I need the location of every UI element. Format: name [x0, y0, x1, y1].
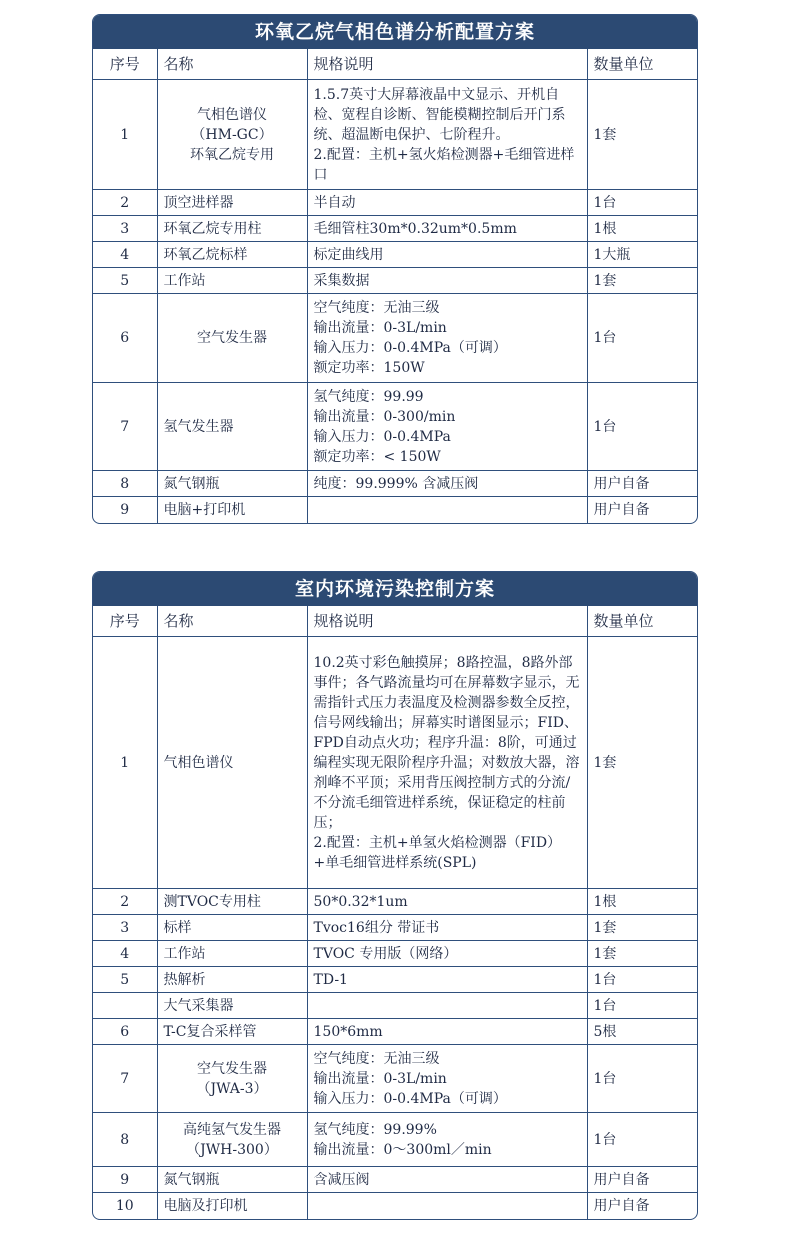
- item-name: 工作站: [157, 941, 307, 967]
- header-no: 序号: [93, 606, 157, 637]
- row-number: 5: [93, 967, 157, 993]
- item-quantity: 1台: [587, 383, 697, 471]
- header-qty: 数量单位: [587, 606, 697, 637]
- item-spec: 1.5.7英寸大屏幕液晶中文显示、开机自检、宽程自诊断、智能模糊控制后开门系统、超温断电保护、七阶程升。 2.配置：主机+氢火焰检测器+毛细管进样口: [307, 80, 587, 190]
- row-number: 10: [93, 1193, 157, 1219]
- row-number: 3: [93, 216, 157, 242]
- item-quantity: 用户自备: [587, 497, 697, 523]
- item-spec: [307, 1193, 587, 1219]
- row-number: 8: [93, 471, 157, 497]
- config-table: [93, 49, 697, 523]
- row-number: 7: [93, 383, 157, 471]
- table-title: 环氧乙烷气相色谱分析配置方案: [93, 15, 697, 49]
- table-row: [93, 190, 697, 216]
- item-name: 环氧乙烷标样: [157, 242, 307, 268]
- table-title: 室内环境污染控制方案: [93, 572, 697, 606]
- table-row: [93, 993, 697, 1019]
- table-row: [93, 268, 697, 294]
- item-quantity: 用户自备: [587, 1193, 697, 1219]
- row-number: [93, 993, 157, 1019]
- item-spec: 毛细管柱30m*0.32um*0.5mm: [307, 216, 587, 242]
- item-name: 顶空进样器: [157, 190, 307, 216]
- item-spec: 空气纯度：无油三级 输出流量：0-3L/min 输入压力：0-0.4MPa（可调） 额定功率：150W: [307, 294, 587, 383]
- item-quantity: 5根: [587, 1019, 697, 1045]
- item-quantity: 1台: [587, 993, 697, 1019]
- item-spec: 氢气纯度：99.99 输出流量：0-300/min 输入压力：0-0.4MPa 额定功率：< 150W: [307, 383, 587, 471]
- row-number: 1: [93, 637, 157, 889]
- item-quantity: 1大瓶: [587, 242, 697, 268]
- row-number: 1: [93, 80, 157, 190]
- item-name: 电脑及打印机: [157, 1193, 307, 1219]
- item-quantity: 1台: [587, 294, 697, 383]
- table-row: [93, 941, 697, 967]
- header-spec: 规格说明: [307, 606, 587, 637]
- item-quantity: 1套: [587, 915, 697, 941]
- item-name: 空气发生器 （JWA-3）: [157, 1045, 307, 1113]
- item-spec: 150*6mm: [307, 1019, 587, 1045]
- row-number: 6: [93, 1019, 157, 1045]
- header-name: 名称: [157, 606, 307, 637]
- row-number: 7: [93, 1045, 157, 1113]
- item-spec: 空气纯度：无油三级 输出流量：0-3L/min 输入压力：0-0.4MPa（可调）: [307, 1045, 587, 1113]
- indoor-pollution-config-table: [92, 571, 698, 1220]
- item-name: 热解析: [157, 967, 307, 993]
- item-name: 气相色谱仪: [157, 637, 307, 889]
- item-spec: TD-1: [307, 967, 587, 993]
- table-row: [93, 967, 697, 993]
- item-quantity: 用户自备: [587, 1167, 697, 1193]
- item-quantity: 1台: [587, 1113, 697, 1167]
- table-row: [93, 383, 697, 471]
- item-name: 工作站: [157, 268, 307, 294]
- item-name: 空气发生器: [157, 294, 307, 383]
- item-quantity: 1根: [587, 216, 697, 242]
- item-name: 氢气发生器: [157, 383, 307, 471]
- row-number: 2: [93, 889, 157, 915]
- item-quantity: 1台: [587, 967, 697, 993]
- table-row: [93, 915, 697, 941]
- table-row: [93, 80, 697, 190]
- item-spec: 纯度：99.999% 含减压阀: [307, 471, 587, 497]
- ethylene-oxide-config-table: [92, 14, 698, 524]
- row-number: 5: [93, 268, 157, 294]
- table-row: [93, 1193, 697, 1219]
- item-spec: [307, 993, 587, 1019]
- table-row: [93, 1019, 697, 1045]
- item-spec: 采集数据: [307, 268, 587, 294]
- item-quantity: 用户自备: [587, 471, 697, 497]
- table-row: [93, 242, 697, 268]
- item-name: T-C复合采样管: [157, 1019, 307, 1045]
- item-name: 测TVOC专用柱: [157, 889, 307, 915]
- row-number: 4: [93, 941, 157, 967]
- row-number: 3: [93, 915, 157, 941]
- item-quantity: 1套: [587, 637, 697, 889]
- item-spec: TVOC 专用版（网络）: [307, 941, 587, 967]
- item-spec: 标定曲线用: [307, 242, 587, 268]
- row-number: 9: [93, 1167, 157, 1193]
- item-spec: 50*0.32*1um: [307, 889, 587, 915]
- table-row: [93, 216, 697, 242]
- header-no: 序号: [93, 49, 157, 80]
- config-table: [93, 606, 697, 1219]
- header-qty: 数量单位: [587, 49, 697, 80]
- table-row: [93, 1113, 697, 1167]
- table-row: [93, 471, 697, 497]
- table-row: [93, 637, 697, 889]
- item-spec: 半自动: [307, 190, 587, 216]
- item-spec: Tvoc16组分 带证书: [307, 915, 587, 941]
- row-number: 9: [93, 497, 157, 523]
- header-spec: 规格说明: [307, 49, 587, 80]
- item-spec: 氢气纯度：99.99% 输出流量：0～300ml／min: [307, 1113, 587, 1167]
- item-name: 标样: [157, 915, 307, 941]
- item-spec: [307, 497, 587, 523]
- row-number: 2: [93, 190, 157, 216]
- item-name: 大气采集器: [157, 993, 307, 1019]
- item-quantity: 1台: [587, 190, 697, 216]
- item-spec: 含减压阀: [307, 1167, 587, 1193]
- item-quantity: 1套: [587, 941, 697, 967]
- table-row: [93, 1045, 697, 1113]
- header-row: [93, 606, 697, 637]
- item-quantity: 1套: [587, 80, 697, 190]
- item-name: 电脑+打印机: [157, 497, 307, 523]
- row-number: 8: [93, 1113, 157, 1167]
- item-spec: 10.2英寸彩色触摸屏；8路控温，8路外部事件；各气路流量均可在屏幕数字显示，无需指针式压力表温度及检测器参数全反控，信号网线输出；屏幕实时谱图显示；FID、FPD自动点火功；程序升温：8阶，可通过编程实现无限阶程序升温；对数放大器，溶剂峰不平顶；采用背压阀控制方式的分流/不分流毛细管进样系统，保证稳定的柱前压； 2.配置：主机+单氢火焰检测器（FID）+单毛细管进样系统(SPL): [307, 637, 587, 889]
- header-row: [93, 49, 697, 80]
- item-name: 高纯氢气发生器 （JWH-300）: [157, 1113, 307, 1167]
- item-quantity: 1套: [587, 268, 697, 294]
- row-number: 6: [93, 294, 157, 383]
- item-name: 环氧乙烷专用柱: [157, 216, 307, 242]
- item-name: 氮气钢瓶: [157, 471, 307, 497]
- table-row: [93, 497, 697, 523]
- table-row: [93, 1167, 697, 1193]
- item-name: 氮气钢瓶: [157, 1167, 307, 1193]
- item-name: 气相色谱仪 （HM-GC） 环氧乙烷专用: [157, 80, 307, 190]
- table-row: [93, 294, 697, 383]
- item-quantity: 1根: [587, 889, 697, 915]
- table-row: [93, 889, 697, 915]
- row-number: 4: [93, 242, 157, 268]
- item-quantity: 1台: [587, 1045, 697, 1113]
- header-name: 名称: [157, 49, 307, 80]
